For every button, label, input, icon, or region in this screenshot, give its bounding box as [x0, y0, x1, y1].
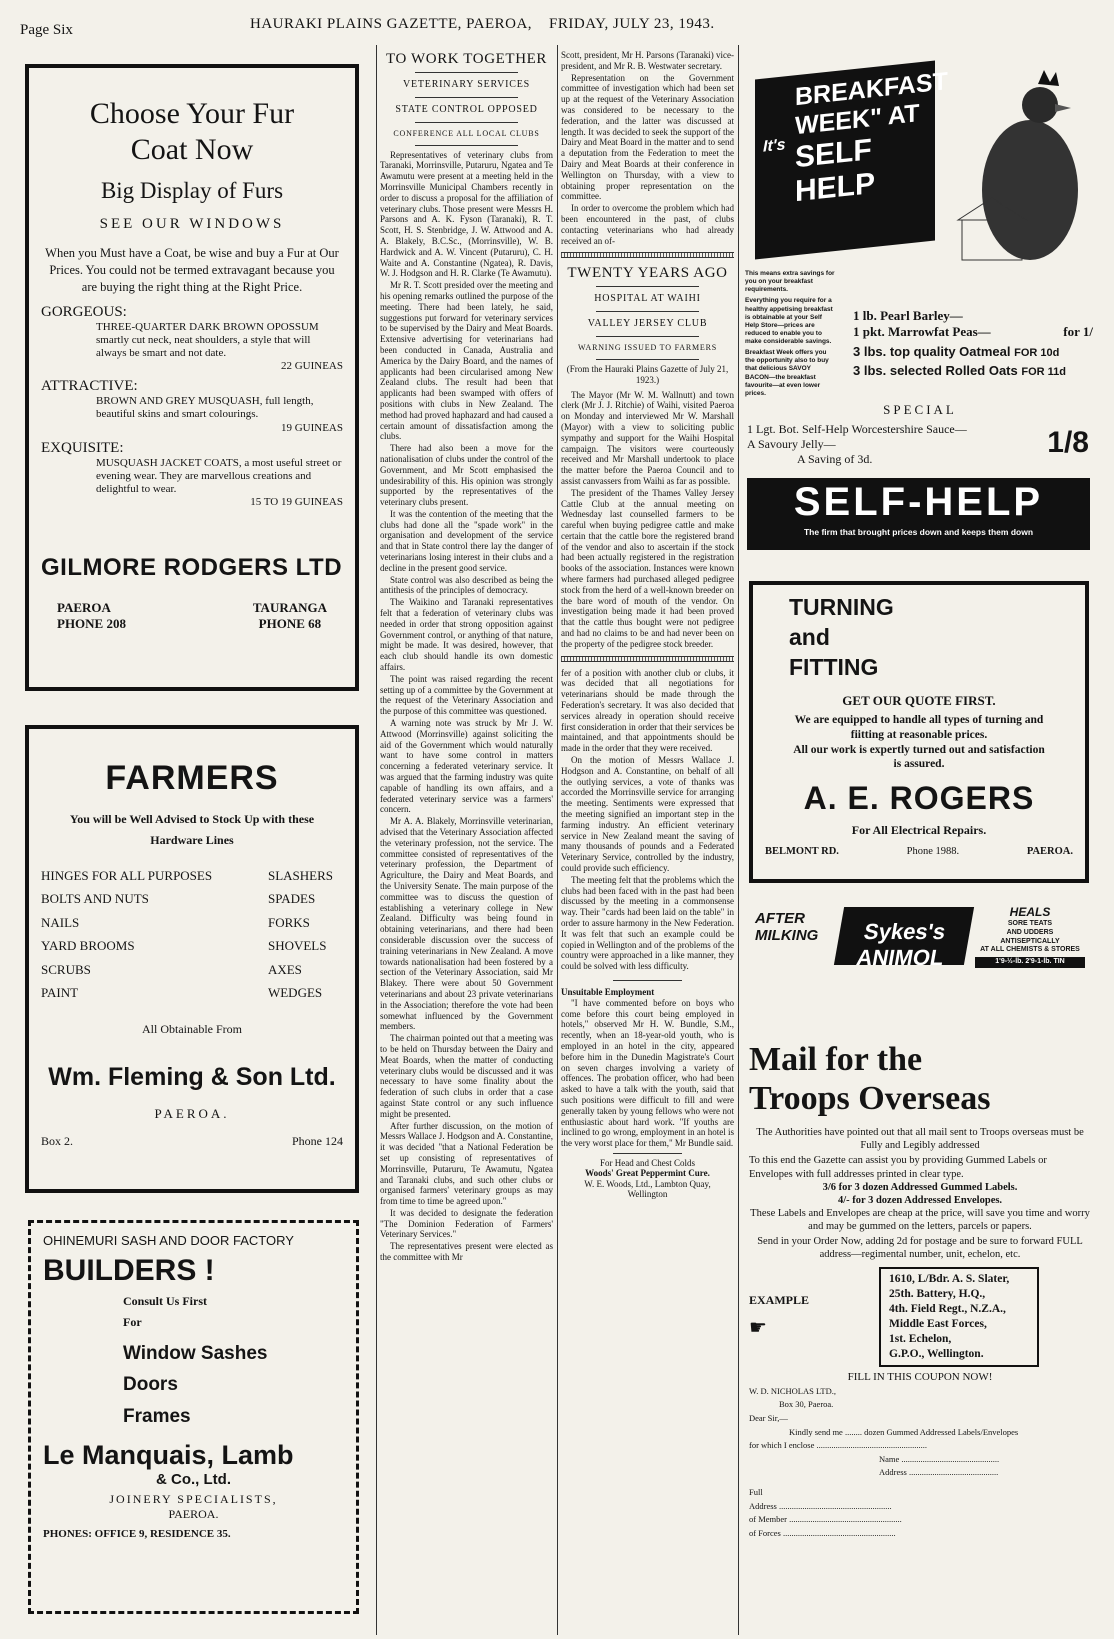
farmers-ad: FARMERS You will be Well Advised to Stock Up with these Hardware Lines HINGES FOR ALL PURPOSES BOLTS AND NUTS NAILS YARD BROOMS SCRUBS PAINT SLASHERS SPADES FORKS SHOVELS AXES WEDGES All Obtainable From Wm. Fleming & Son Ltd. PAEROA. Box 2. Phone 124 [25, 725, 359, 1193]
self-help-ad: It's BREAKFAST WEEK" AT SELF HELP This means extra savings for you on your breakfast requirements. Everything you require for a healthy appetising breakfast is obtainable at your Self Help Store—prices are reduced to enable you to make considerable savings. Breakfast Week offers you the opportunity also to buy that delicious SAVOY BACON—the breakfast favourite—at even lower prices. 1 lb. Pearl Barley— 1 pkt. Marrowfat Peas— for 1/ 3 lbs. top quality Oatmeal FOR 10d 3 lbs. selected Rolled Oats FOR 11d SPECIAL 1 Lgt. Bot. Self-Help Worcestershire Sauce— A Savoury Jelly— A Saving of 3d. 1/8 SELF-HELP The firm that brought prices down and keeps them down [745, 50, 1095, 555]
animol-ad: AFTER MILKING Sykes's ANIMOL HEALS SORE TEATS AND UDDERS ANTISEPTICALLY AT ALL CHEMISTS & STORES 1'9-½-lb. 2'9-1-lb. TIN [749, 903, 1091, 973]
unsuitable-heading: Unsuitable Employment [561, 986, 655, 997]
woods-ad: For Head and Chest Colds Woods' Great Peppermint Cure. W. E. Woods, Ltd., Lambton Quay, Wellington [584, 1157, 711, 1199]
hardware-item: SLASHERS [267, 868, 333, 883]
article-paragraph: Mr R. T. Scott presided over the meeting and his opening remarks outlined the purpose of the meeting. There had been lately, he said, suggestions put forward for veterinary services to be supervised by the Dairy and Meat Boards. Extensive advertising for veterinarians had been conducted in Canada, Australia and America by the Dairy Board, and the names of applicants had been circularised among New Zealand clubs. The result had been that applicants had been swamped with offers of positions with clubs in New Zealand. The method had proved haphazard and had caused a certain amount of dissatisfaction among the clubs. [380, 280, 553, 442]
article-paragraph: The representatives present were elected as the committee with Mr [380, 1241, 553, 1263]
builders-ad: OHINEMURI SASH AND DOOR FACTORY BUILDERS ! Consult Us First For Window Sashes Doors Frames Le Manquais, Lamb & Co., Ltd. JOINERY SPECIALISTS, PAEROA. PHONES: OFFICE 9, RESIDENCE 35. [28, 1220, 359, 1614]
fur-title: Choose Your Fur Coat Now [89, 97, 295, 166]
rogers-contacts: BELMONT RD. Phone 1988. PAEROA. [765, 846, 1073, 858]
coupon-heading: FILL IN THIS COUPON NOW! [847, 1371, 993, 1384]
article-paragraph: The Waikino and Taranaki representatives felt that a federation of veterinary clubs was needed in order that strong opposition against Government control, or anything of that nature, might be made. It was desired, however, that each club should handle its own domestic affairs. [380, 597, 553, 673]
fur-windows: SEE OUR WINDOWS [99, 216, 285, 232]
address-line: 25th. Battery, H.Q., [889, 1288, 986, 1301]
hardware-item: SHOVELS [267, 938, 327, 954]
pointing-hand-icon: ☛ [749, 1317, 767, 1340]
fur-item-price: 19 GUINEAS [280, 421, 343, 434]
fur-item-label: EXQUISITE: [41, 439, 124, 456]
article-heading: TO WORK TOGETHER [386, 51, 547, 67]
special-offer: 1 Lgt. Bot. Self-Help Worcestershire Sauce— A Savoury Jelly— A Saving of 3d. [747, 422, 967, 466]
fur-item-label: ATTRACTIVE: [41, 378, 138, 395]
animol-brand: Sykes's ANIMOL [834, 907, 974, 965]
article-paragraph: In order to overcome the problem which had been encountered in the past, of clubs contacting veterinarians who had already received an of- [561, 203, 734, 246]
builders-title: BUILDERS ! [43, 1254, 215, 1287]
address-line: 4th. Field Regt., N.Z.A., [889, 1303, 1006, 1316]
masthead: HAURAKI PLAINS GAZETTE, PAEROA, FRIDAY, JULY 23, 1943. [250, 16, 715, 32]
article-paragraph: State control was also described as being the antithesis of the principles of democracy. [380, 574, 553, 596]
builder-item: Doors [123, 1374, 178, 1396]
lemanquais-firm: Le Manquais, Lamb [43, 1440, 294, 1471]
page-header [20, 12, 1100, 38]
mail-troops-ad: Mail for the Troops Overseas The Authorities have pointed out that all mail sent to Troops overseas must be Fully and Legibly addressed To this end the Gazette can assist you by providing Gummed Labels or Envelopes with full addresses printed in clear type. 3/6 for 3 dozen Addressed Gummed Labels. 4/- for 3 dozen Addressed Envelopes. These Labels and Envelopes are cheap at the price, will save you time and worry and may be gummed on the letters, parcels or papers. Send in your Order Now, adding 2d for postage and be sure to forward FULL address—regimental number, unit, echelon, etc. EXAMPLE ☛ 1610, L/Bdr. A. S. Slater, 25th. Battery, H.Q., 4th. Field Regt., N.Z.A., Middle East Forces, 1st. Echelon, G.P.O., Wellington. FILL IN THIS COUPON NOW! W. D. NICHOLAS LTD., Box 30, Paeroa. Dear Sir,— Kindly send me ........ dozen Gummed Addressed Labels/Envelopes for which I enclose .................................................... Name .............................................. Address .......................................... Full Address ..................................................... of Member ..................................................... of Forces ..................................................... [749, 1040, 1091, 1635]
address-line: Middle East Forces, [889, 1318, 987, 1331]
rooster-illustration [950, 60, 1090, 280]
hardware-right [268, 864, 333, 1004]
consult: Consult Us First [123, 1294, 208, 1308]
hardware-item: AXES [267, 961, 302, 977]
farmers-title: FARMERS [105, 759, 279, 797]
address-line: 1610, L/Bdr. A. S. Slater, [889, 1273, 1010, 1286]
twenty-years-heading: TWENTY YEARS AGO [567, 265, 728, 282]
fur-item-desc: MUSQUASH JACKET COATS, a most useful street or evening wear. They are marvellous creations and delightful to wear. [96, 456, 342, 495]
article-paragraph: After further discussion, on the motion of Messrs Wallace J. Hodgson and A. Constantine, it was decided "that a National Federation be set up consisting of representatives of Morrinsville, Putaruru, Te Awamutu, Ngatea and Taranaki clubs, and such other clubs or organised farmers' veterinary groups as may from time to time be agreed upon." [380, 1120, 553, 1207]
example-address [879, 1267, 1039, 1367]
fur-coat-ad [25, 64, 359, 691]
fur-subtitle: Big Display of Furs [100, 178, 284, 203]
hardware-item: FORKS [267, 914, 310, 930]
fleming-firm: Wm. Fleming & Son Ltd. [48, 1063, 336, 1092]
article-to-work-together: TO WORK TOGETHER VETERINARY SERVICES STATE CONTROL OPPOSED CONFERENCE ALL LOCAL CLUBS Representatives of veterinary clubs from Taranaki, Morrinsville, Putaruru, Ngatea and Te Awamutu were present at a meeting held in the Morrinsville Municipal Chambers recently in order to discuss a proposal for the affiliation of veterinary clubs. Those present were Messrs H. Parsons and A. K. Fyson (Taranaki), R. T. Scott, H. S. Stenbridge, J. W. Attwood and A. A. Blakely, B.C.Sc., (Morrinsville), W. B. Hardwick and A. W. Vincent (Putaruru), C. H. Waite and A. Constantine (Ngatea), R. Davis, W. J. Hodgson and H. R. Clarke (Te Awamutu). Mr R. T. Scott presided over the meeting and his opening remarks outlined the purpose of the meeting. There had been lately, he said, suggestions put forward for veterinary services to be supervised by the Dairy and Meat Boards. Extensive advertising for veterinarians had been conducted in Canada, Australia and America by the Dairy Board, and the names of applicants had been circularised among New Zealand clubs. The result had been that applicants had been swamped with offers of positions with clubs in New Zealand. The method had proved haphazard and had caused a certain amount of dissatisfaction among the clubs. There had also been a move for the nationalisation of clubs under the control of the Government, and Mr Scott emphasised the undesirability of this. His opinion was strongly supported by the representatives of the veterinary clubs present. It was the contention of the meeting that the clubs had done all the "spade work" in the organisation and development of the service and that in State control there lay the danger of veterinarians losing interest in their clubs and a decline in the present good service. State control was also described as being the antithesis of the principles of democracy. The Waikino and Taranaki representatives felt that a federation of veterinary clubs was needed in order that strong opposition against Government control, or anything of that nature, might be made. It was desired, however, that each club should handle its own domestic affairs. The point was raised regarding the recent setting up of a committee by the Government at the request of the Veterinary Association and the purpose of this committee was questioned. A warning note was struck by Mr J. W. Attwood (Morrinsville) against soliciting the aid of the Government which would naturally want to have some control in matters concerning a federated veterinary service. It was argued that the farming industry was quite capable of handling its own affairs, and a federated veterinary service was a farmers' concern. Mr A. A. Blakely, Morrinsville veterinarian, advised that the Veterinary Association affected the veterinary profession, not the service. The committee consisted of representatives of the veterinary profession, the Department of Agriculture, the Dairy and Meat Boards, and the University Senate. The main purpose of the committee was to discuss the question of establishing a veterinary college in New Zealand. Difficulty was being found in obtaining veterinarians, and there had been considerable discussion over the success of training veterinarians in New Zealand. A move towards nationalisation had been fostered by a section of the Veterinary Association, said Mr Blakey. There were about 50 Government veterinarians and about 23 private veterinarians in the Association; therefore the vote had been somewhat influenced by the Government members. The chairman pointed out that a meeting was to be held on Thursday between the Dairy and Meat Boards, when the matter of conducting veterinary clubs would be discussed and it was necessary to have some finality about the federation of such clubs in order that a case against State control or any such influence might be presented. After further discussion, on the motion of Messrs Wallace J. Hodgson and A. Constantine, it was decided "that a National Federation be set up consisting of representatives of Morrinsville, Putaruru, Te Awamutu, Ngatea and Taranaki clubs, and such other clubs or organised farmers' veterinary groups as may from time to time be agreed upon." It was decided to designate the federation "The Dominion Federation of Farmers' Veterinary Services." The representatives present were elected as the committee with Mr [380, 51, 553, 1263]
hardware-left [41, 864, 212, 1004]
example-label: EXAMPLE [749, 1293, 809, 1308]
special-price: 1/8 [1047, 426, 1089, 459]
article-paragraph: There had also been a move for the nationalisation of clubs under the control of the Government, and Mr Scott emphasised the undesirability of this. His opinion was strongly supported by the representatives of the veterinary clubs present. [380, 443, 553, 508]
fur-item [41, 440, 343, 509]
phones: PHONES: OFFICE 9, RESIDENCE 35. [43, 1528, 231, 1541]
article-paragraph: Mr A. A. Blakely, Morrinsville veterinarian, advised that the Veterinary Association affected the veterinary profession, not the service. The committee consisted of representatives of the veterinary profession, the Department of Agriculture, the Dairy and Meat Boards, and the University Senate. The main purpose of the committee was to discuss the question of establishing a veterinary college in New Zealand. Difficulty was being found in obtaining veterinarians, and there had been considerable discussion over the success of training veterinarians in New Zealand. A move towards nationalisation had been fostered by a section of the Veterinary Association, said Mr Blakey. There were about 50 Government veterinarians and about 23 private veterinarians in the Association; therefore the vote had been somewhat influenced by the Government members. [380, 816, 553, 1032]
hardware-item: NAILS [41, 914, 80, 930]
article-paragraph: The point was raised regarding the recent setting up of a committee by the Government at the request of the Veterinary Association and the purpose of this committee was questioned. [380, 673, 553, 717]
breakfast-offers: 1 lb. Pearl Barley— 1 pkt. Marrowfat Peas— for 1/ 3 lbs. top quality Oatmeal FOR 10d 3 lbs. selected Rolled Oats FOR 11d [853, 308, 1093, 379]
article-paragraph: The meeting felt that the problems which the clubs had been faced with in the past had been discussed by the meeting in a commonsense way. Their "cards had been laid on the table" in order to assure harmony in the New Federation. It was felt that such an example could be copied in Wellington and of the problems of the country were approached in a like manner, they could be solved with less difficulty. [561, 874, 734, 972]
turning-fitting-ad: TURNING and FITTING GET OUR QUOTE FIRST. We are equipped to handle all types of turning and fiitting at reasonable prices. All our work is expertly turned out and satisfaction is assured. A. E. ROGERS For All Electrical Repairs. BELMONT RD. Phone 1988. PAEROA. [749, 581, 1089, 883]
fur-item-label: GORGEOUS: [41, 303, 127, 320]
fur-item-price: 15 TO 19 GUINEAS [250, 496, 343, 509]
article-paragraph: Representatives of veterinary clubs from Taranaki, Morrinsville, Putaruru, Ngatea and Te Awamutu were present at a meeting held in the Morrinsville Municipal Chambers recently in order to discuss a proposal for the affiliation of veterinary clubs. Those present were Messrs H. Parsons and A. K. Fyson (Taranaki), R. T. Scott, H. S. Stenbridge, J. W. Attwood and A. A. Blakely, B.C.Sc., (Morrinsville), W. B. Hardwick and A. W. Vincent (Putaruru), C. H. Waite and A. Constantine (Ngatea), R. Davis, W. J. Hodgson and H. R. Clarke (Te Awamutu). [380, 149, 553, 279]
fur-intro: When you Must have a Coat, be wise and buy a Fur at Our Prices. You could not be termed extravagant because you are buying the right thing at the Right Price. [45, 246, 339, 294]
self-help-banner: SELF-HELP The firm that brought prices down and keeps them down [747, 478, 1090, 550]
fur-items [41, 304, 343, 509]
article-paragraph: On the motion of Messrs Wallace J. Hodgson and A. Constantine, on behalf of all the outlying services, a vote of thanks was accorded the Morrinsville service for arranging the meeting. Sentiments were expressed that the meeting signified an important step in the farming industry. An efficient veterinary service in New Zealand meant the saving of many thousands of pounds and a Federated Veterinary Service, controlled by the industry, could provide such efficiency. [561, 755, 734, 873]
hardware-item: WEDGES [267, 984, 323, 1000]
rogers-firm: A. E. ROGERS [803, 780, 1035, 817]
hardware-item: HINGES FOR ALL PURPOSES [41, 868, 213, 883]
column-three: Scott, president, Mr H. Parsons (Taranaki) vice-president, and Mr R. B. Westwater secretary. Representation on the Government committee of investigation which had been set up at the request of the Veterinary Association was considered to be necessary to the federation, and the latter was discussed at length. It was decided to seek the support of the Dairy and Meat Board in the matter and to send a deputation from the Federation to meet the Dairy and Meat Boards at their conference in Wellington on Thursday, with a view to obtaining proper representation on the committee. In order to overcome the problem which had been encountered in the past, of clubs contacting veterinarians who had already received an of- TWENTY YEARS AGO HOSPITAL AT WAIHI VALLEY JERSEY CLUB WARNING ISSUED TO FARMERS (From the Hauraki Plains Gazette of July 21, 1923.) The Mayor (Mr W. M. Wallnutt) and town clerk (Mr J. J. Ritchie) of Waihi, visited Paeroa on Monday and interviewed Mr W. Marshall (Mayor) with a view to soliciting public sympathy and support for the Waihi Hospital campaign. The visitors were courteously received and Mr Marshall undertook to place the matter before the Paeroa Council and to assist canvassers from Waihi as far as possible. The president of the Thames Valley Jersey Cattle Club at the annual meeting on Wednesday last counselled farmers to be careful when buying pedigree cattle and make certain that the cattle bore the registered brand of the vendor and also to ascertain if the stock had been actually registered in the registration books of the association. Instances were known where farmers had purchased alleged pedigree stock from the herd of a well-known breeder on the bare word of mouth of the vendor. On investigation being made it had been proved that the cattle thus bought were not pedigree and had no claims to be and had never been on the property of the pedigree stock breeder. fer of a position with another club or clubs, it was decided that all negotiations for veterinarians should be made through the Federation's secretary. It was also decided that services already in operation should receive first consideration in order that their services be maintained, and that appointments should be made in the order that they were received. On the motion of Messrs Wallace J. Hodgson and A. Constantine, on behalf of all the outlying services, a vote of thanks was accorded the Morrinsville service for arranging the meeting. Sentiments were expressed that the meeting signified an important step in the farming industry. An efficient veterinary service in New Zealand meant the saving of many thousands of pounds and a Federated Veterinary Service, controlled by the industry, could provide such efficiency. The meeting felt that the problems which the clubs had been faced with in the past had been discussed by the meeting in a commonsense way. Their "cards had been laid on the table" in order to assure harmony in the New Federation. It was felt that such an example could be copied in Wellington and of the problems of the country were approached in a like manner, they could be solved with less difficulty. Unsuitable Employment "I have commented before on boys who come before this court being employed in hotels," observed Mr H. W. Bundle, S.M., recently, when an 18-year-old youth, who is employed in an hotel in the city, appeared before him in the Dunedin Magistrate's Court on seven charges involving a variety of offences. The probation officer, who had been asked to have a talk with the youth, said that such positions were difficult to fill and were generally taken by young fellows who were not enthusiastic about hard work. "If youths are inclined to go wrong, employment in an hotel is the very worst place for them," Mr Bundle said. For Head and Chest Colds Woods' Great Peppermint Cure. W. E. Woods, Ltd., Lambton Quay, Wellington [561, 50, 734, 1199]
builder-item: Window Sashes [123, 1343, 268, 1364]
article-paragraph: The Mayor (Mr W. M. Wallnutt) and town clerk (Mr J. J. Ritchie) of Waihi, visited Paeroa on Monday and interviewed Mr W. Marshall (Mayor) with a view to soliciting public sympathy and support for the Waihi Hospital campaign. The visitors were courteously received and Mr Marshall undertook to place the matter before the Paeroa Council and to assist canvassers from Waihi as far as possible. [561, 389, 734, 486]
builders-items [123, 1338, 344, 1432]
obtainable: All Obtainable From [142, 1022, 242, 1037]
hardware-item: BOLTS AND NUTS [41, 891, 149, 907]
address-line: G.P.O., Wellington. [889, 1348, 984, 1361]
builder-item: Frames [123, 1405, 191, 1427]
article-body [380, 150, 553, 1263]
fur-item-price: 22 GUINEAS [280, 360, 343, 373]
fur-contacts: PAEROA PHONE 208 TAURANGA PHONE 68 [57, 600, 327, 632]
article-paragraph: It was decided to designate the federation "The Dominion Federation of Farmers' Veterinary Services." [380, 1207, 553, 1240]
article-paragraph: Representation on the Government committee of investigation which had been set up at the request of the Veterinary Association was considered to be necessary to the federation, and the latter was discussed at length. It was decided to seek the support of the Dairy and Meat Board in the matter and to send a deputation from the Federation to meet the Dairy and Meat Boards at their conference in Wellington on Thursday, with a view to obtaining proper representation on the committee. [561, 72, 734, 202]
fur-item [41, 304, 343, 373]
article-paragraph: The president of the Thames Valley Jersey Cattle Club at the annual meeting on Wednesday last counselled farmers to be careful when buying pedigree cattle and make certain that the cattle bore the registered brand of the vendor and also to ascertain if the stock had been actually registered in the registration books of the association. Instances were known where farmers had purchased alleged pedigree stock from the herd of a well-known breeder on the bare word of mouth of the vendor. On investigation being made it had been proved that the cattle thus bought were not pedigree and had no claims to be and had never been on the property of the pedigree stock breeder. [561, 487, 734, 649]
special-heading: SPECIAL [883, 402, 957, 417]
hardware-item: SCRUBS [41, 961, 91, 977]
hardware-item: SPADES [267, 891, 316, 907]
fur-item-desc: THREE-QUARTER DARK BROWN OPOSSUM smartly cut neck, neat shoulders, a style that will always be smart and not date. [96, 320, 319, 359]
hardware-item: YARD BROOMS [41, 938, 135, 954]
address-line: 1st. Echelon, [889, 1333, 952, 1346]
fur-item [41, 378, 343, 433]
column-rule [738, 45, 739, 1635]
fleming-town: PAEROA. [154, 1106, 230, 1122]
breakfast-blurb: This means extra savings for you on your breakfast requirements. Everything you require for a healthy appetising breakfast is obtainable at your Self Help Store—prices are reduced to enable you to make considerable savings. Breakfast Week offers you the opportunity also to buy that delicious SAVOY BACON—the breakfast favourite—at even lower prices. [745, 270, 835, 397]
factory-name: OHINEMURI SASH AND DOOR FACTORY [43, 1233, 294, 1248]
firm-name: GILMORE RODGERS LTD [41, 554, 343, 582]
hardware-lists [41, 864, 343, 1004]
column-rule [376, 45, 377, 1635]
article-paragraph: A warning note was struck by Mr J. W. Attwood (Morrinsville) against soliciting the aid of the Government which would naturally want to have some control in matters concerning a federated veterinary service. It was argued that the farming industry was quite capable of handling its own affairs, and a federated veterinary service was a farmers' concern. [380, 718, 553, 815]
article-paragraph: It was the contention of the meeting that the clubs had done all the "spade work" in the organisation and development of the service and that in State control there lay the danger of veterinarians losing interest in their clubs and a decline in the present good service. [380, 508, 553, 573]
fur-item-desc: BROWN AND GREY MUSQUASH, full length, beautiful skins and smart colourings. [96, 395, 314, 421]
hardware-item: PAINT [41, 984, 79, 1000]
page-number: Page Six [20, 22, 73, 38]
article-paragraph: The chairman pointed out that a meeting was to be held on Thursday between the Dairy and Meat Boards, when the matter of conducting veterinary clubs would be discussed and it was necessary to have some finality about the federation of such clubs in order that a case against State control or any such influence might be presented. [380, 1033, 553, 1119]
column-rule [557, 45, 558, 1635]
article-paragraph: fer of a position with another club or clubs, it was decided that all negotiations for veterinarians should be made through the Federation's secretary. It was also decided that services already in operation should receive first consideration in order that their services be maintained, and that appointments should be made in the order that they were received. [561, 667, 734, 754]
fleming-contacts: Box 2. Phone 124 [41, 1134, 343, 1149]
coupon-form: W. D. NICHOLAS LTD., Box 30, Paeroa. Dear Sir,— Kindly send me ........ dozen Gummed Addressed Labels/Envelopes for which I enclose .................................................... Name .............................................. Address .......................................... Full Address ..................................................... of Member ..................................................... of Forces ..................................................... [749, 1385, 1019, 1538]
mail-title: Mail for the Troops Overseas [749, 1041, 991, 1118]
